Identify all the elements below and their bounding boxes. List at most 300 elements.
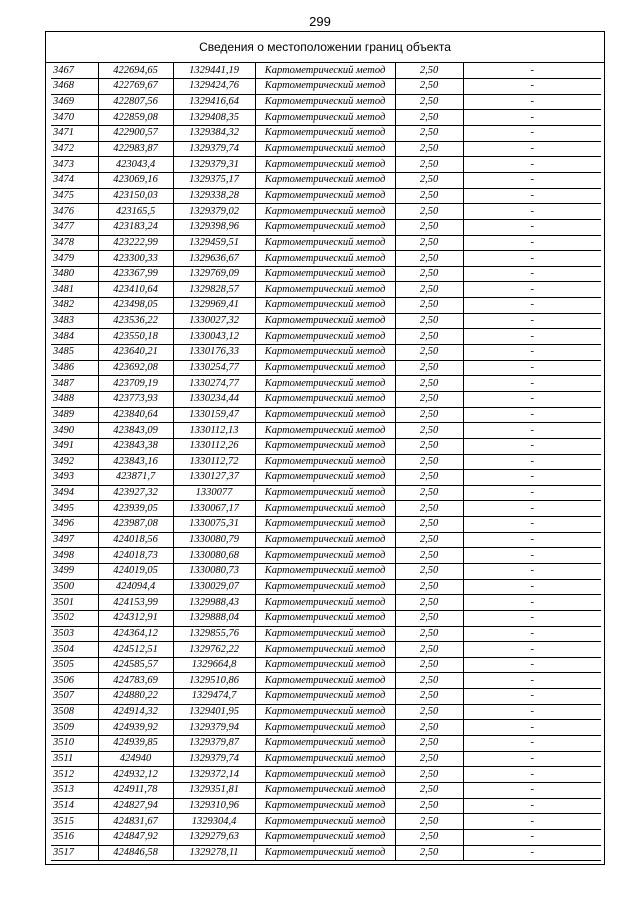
coord-x-cell: 423987,08 <box>98 517 173 533</box>
table-row <box>51 767 601 783</box>
precision-cell: 2,50 <box>395 470 463 486</box>
coord-y-cell: 1330127,37 <box>173 470 255 486</box>
method-cell: Картометрический метод <box>255 782 395 798</box>
point-number-cell: 3480 <box>51 266 98 282</box>
coord-x-cell: 422807,56 <box>98 94 173 110</box>
precision-cell: 2,50 <box>395 423 463 439</box>
coord-y-cell: 1330274,77 <box>173 376 255 392</box>
table-row <box>51 470 601 486</box>
table-row <box>51 172 601 188</box>
table-row <box>51 63 601 79</box>
point-number-cell: 3504 <box>51 642 98 658</box>
point-number-cell: 3496 <box>51 517 98 533</box>
precision-cell: 2,50 <box>395 642 463 658</box>
point-number-cell: 3511 <box>51 751 98 767</box>
method-cell: Картометрический метод <box>255 298 395 314</box>
table-row <box>51 329 601 345</box>
point-number-cell: 3515 <box>51 814 98 830</box>
note-cell: - <box>463 204 601 220</box>
method-cell: Картометрический метод <box>255 266 395 282</box>
note-cell: - <box>463 94 601 110</box>
note-cell: - <box>463 298 601 314</box>
coord-x-cell: 424846,58 <box>98 845 173 861</box>
method-cell: Картометрический метод <box>255 391 395 407</box>
note-cell: - <box>463 423 601 439</box>
coord-y-cell: 1329375,17 <box>173 172 255 188</box>
method-cell: Картометрический метод <box>255 517 395 533</box>
method-cell: Картометрический метод <box>255 642 395 658</box>
method-cell: Картометрический метод <box>255 501 395 517</box>
method-cell: Картометрический метод <box>255 704 395 720</box>
coord-y-cell: 1329441,19 <box>173 63 255 79</box>
coord-x-cell: 423069,16 <box>98 172 173 188</box>
coord-x-cell: 423843,16 <box>98 454 173 470</box>
table-row <box>51 126 601 142</box>
table-row <box>51 157 601 173</box>
point-number-cell: 3507 <box>51 689 98 705</box>
coord-y-cell: 1330067,17 <box>173 501 255 517</box>
table-row <box>51 376 601 392</box>
table-row <box>51 548 601 564</box>
table-row <box>51 110 601 126</box>
method-cell: Картометрический метод <box>255 798 395 814</box>
coord-y-cell: 1329424,76 <box>173 79 255 95</box>
precision-cell: 2,50 <box>395 141 463 157</box>
point-number-cell: 3474 <box>51 172 98 188</box>
coord-x-cell: 423183,24 <box>98 219 173 235</box>
point-number-cell: 3508 <box>51 704 98 720</box>
note-cell: - <box>463 172 601 188</box>
coord-x-cell: 423367,99 <box>98 266 173 282</box>
page-number: 299 <box>309 14 331 29</box>
point-number-cell: 3516 <box>51 829 98 845</box>
coord-y-cell: 1329351,81 <box>173 782 255 798</box>
method-cell: Картометрический метод <box>255 126 395 142</box>
coord-x-cell: 423150,03 <box>98 188 173 204</box>
point-number-cell: 3509 <box>51 720 98 736</box>
note-cell: - <box>463 579 601 595</box>
precision-cell: 2,50 <box>395 172 463 188</box>
coord-y-cell: 1329379,02 <box>173 204 255 220</box>
precision-cell: 2,50 <box>395 94 463 110</box>
note-cell: - <box>463 360 601 376</box>
coord-y-cell: 1329279,63 <box>173 829 255 845</box>
coord-x-cell: 423692,08 <box>98 360 173 376</box>
table-row <box>51 282 601 298</box>
method-cell: Картометрический метод <box>255 814 395 830</box>
precision-cell: 2,50 <box>395 501 463 517</box>
method-cell: Картометрический метод <box>255 673 395 689</box>
coord-y-cell: 1330027,32 <box>173 313 255 329</box>
point-number-cell: 3482 <box>51 298 98 314</box>
coord-y-cell: 1329855,76 <box>173 626 255 642</box>
method-cell: Картометрический метод <box>255 251 395 267</box>
precision-cell: 2,50 <box>395 313 463 329</box>
point-number-cell: 3469 <box>51 94 98 110</box>
precision-cell: 2,50 <box>395 626 463 642</box>
method-cell: Картометрический метод <box>255 438 395 454</box>
coord-y-cell: 1329459,51 <box>173 235 255 251</box>
boundary-sheet <box>45 31 605 865</box>
coord-x-cell: 423410,64 <box>98 282 173 298</box>
method-cell: Картометрический метод <box>255 532 395 548</box>
precision-cell: 2,50 <box>395 251 463 267</box>
precision-cell: 2,50 <box>395 845 463 861</box>
coord-x-cell: 424847,92 <box>98 829 173 845</box>
method-cell: Картометрический метод <box>255 235 395 251</box>
table-row <box>51 501 601 517</box>
point-number-cell: 3488 <box>51 391 98 407</box>
point-number-cell: 3503 <box>51 626 98 642</box>
coord-x-cell: 423043,4 <box>98 157 173 173</box>
table-row <box>51 517 601 533</box>
point-number-cell: 3490 <box>51 423 98 439</box>
precision-cell: 2,50 <box>395 689 463 705</box>
coord-x-cell: 424153,99 <box>98 595 173 611</box>
precision-cell: 2,50 <box>395 610 463 626</box>
precision-cell: 2,50 <box>395 532 463 548</box>
precision-cell: 2,50 <box>395 266 463 282</box>
coord-y-cell: 1330043,12 <box>173 329 255 345</box>
note-cell: - <box>463 141 601 157</box>
table-row <box>51 235 601 251</box>
table-row <box>51 391 601 407</box>
coord-y-cell: 1329888,04 <box>173 610 255 626</box>
coordinates-table <box>51 63 601 861</box>
coord-x-cell: 423843,09 <box>98 423 173 439</box>
method-cell: Картометрический метод <box>255 470 395 486</box>
method-cell: Картометрический метод <box>255 751 395 767</box>
coord-y-cell: 1329969,41 <box>173 298 255 314</box>
note-cell: - <box>463 673 601 689</box>
coord-x-cell: 424939,85 <box>98 736 173 752</box>
method-cell: Картометрический метод <box>255 845 395 861</box>
coord-x-cell: 423550,18 <box>98 329 173 345</box>
coord-y-cell: 1330112,72 <box>173 454 255 470</box>
point-number-cell: 3498 <box>51 548 98 564</box>
precision-cell: 2,50 <box>395 829 463 845</box>
coord-x-cell: 424364,12 <box>98 626 173 642</box>
coord-y-cell: 1329379,74 <box>173 751 255 767</box>
note-cell: - <box>463 407 601 423</box>
precision-cell: 2,50 <box>395 345 463 361</box>
coord-y-cell: 1329769,09 <box>173 266 255 282</box>
table-row <box>51 219 601 235</box>
table-row <box>51 736 601 752</box>
coord-y-cell: 1330080,73 <box>173 564 255 580</box>
method-cell: Картометрический метод <box>255 407 395 423</box>
precision-cell: 2,50 <box>395 63 463 79</box>
table-row <box>51 814 601 830</box>
coord-x-cell: 424512,51 <box>98 642 173 658</box>
table-row <box>51 829 601 845</box>
section-title: Сведения о местоположении границ объекта <box>46 32 604 63</box>
note-cell: - <box>463 376 601 392</box>
precision-cell: 2,50 <box>395 736 463 752</box>
precision-cell: 2,50 <box>395 814 463 830</box>
precision-cell: 2,50 <box>395 579 463 595</box>
coord-y-cell: 1329988,43 <box>173 595 255 611</box>
coord-y-cell: 1330254,77 <box>173 360 255 376</box>
point-number-cell: 3513 <box>51 782 98 798</box>
precision-cell: 2,50 <box>395 235 463 251</box>
point-number-cell: 3470 <box>51 110 98 126</box>
method-cell: Картометрический метод <box>255 564 395 580</box>
method-cell: Картометрический метод <box>255 345 395 361</box>
table-row <box>51 595 601 611</box>
method-cell: Картометрический метод <box>255 329 395 345</box>
note-cell: - <box>463 63 601 79</box>
coord-y-cell: 1329474,7 <box>173 689 255 705</box>
table-row <box>51 720 601 736</box>
coord-y-cell: 1330159,47 <box>173 407 255 423</box>
method-cell: Картометрический метод <box>255 141 395 157</box>
precision-cell: 2,50 <box>395 79 463 95</box>
point-number-cell: 3502 <box>51 610 98 626</box>
precision-cell: 2,50 <box>395 673 463 689</box>
coord-x-cell: 424932,12 <box>98 767 173 783</box>
method-cell: Картометрический метод <box>255 454 395 470</box>
coord-y-cell: 1329510,86 <box>173 673 255 689</box>
table-row <box>51 751 601 767</box>
method-cell: Картометрический метод <box>255 579 395 595</box>
note-cell: - <box>463 501 601 517</box>
table-row <box>51 79 601 95</box>
coord-y-cell: 1329379,31 <box>173 157 255 173</box>
table-row <box>51 704 601 720</box>
note-cell: - <box>463 266 601 282</box>
table-row <box>51 579 601 595</box>
note-cell: - <box>463 517 601 533</box>
precision-cell: 2,50 <box>395 595 463 611</box>
coord-y-cell: 1329664,8 <box>173 657 255 673</box>
coord-x-cell: 424094,4 <box>98 579 173 595</box>
method-cell: Картометрический метод <box>255 157 395 173</box>
coord-x-cell: 424018,56 <box>98 532 173 548</box>
note-cell: - <box>463 219 601 235</box>
table-row <box>51 204 601 220</box>
table-row <box>51 313 601 329</box>
table-row <box>51 564 601 580</box>
note-cell: - <box>463 345 601 361</box>
method-cell: Картометрический метод <box>255 423 395 439</box>
note-cell: - <box>463 626 601 642</box>
method-cell: Картометрический метод <box>255 360 395 376</box>
point-number-cell: 3505 <box>51 657 98 673</box>
note-cell: - <box>463 814 601 830</box>
note-cell: - <box>463 782 601 798</box>
note-cell: - <box>463 251 601 267</box>
point-number-cell: 3485 <box>51 345 98 361</box>
precision-cell: 2,50 <box>395 391 463 407</box>
method-cell: Картометрический метод <box>255 548 395 564</box>
table-row <box>51 94 601 110</box>
note-cell: - <box>463 282 601 298</box>
precision-cell: 2,50 <box>395 704 463 720</box>
method-cell: Картометрический метод <box>255 657 395 673</box>
precision-cell: 2,50 <box>395 767 463 783</box>
coord-x-cell: 422859,08 <box>98 110 173 126</box>
coord-y-cell: 1329762,22 <box>173 642 255 658</box>
note-cell: - <box>463 126 601 142</box>
note-cell: - <box>463 767 601 783</box>
note-cell: - <box>463 438 601 454</box>
coord-y-cell: 1330112,26 <box>173 438 255 454</box>
coord-y-cell: 1329636,67 <box>173 251 255 267</box>
coord-x-cell: 424911,78 <box>98 782 173 798</box>
coord-x-cell: 422694,65 <box>98 63 173 79</box>
note-cell: - <box>463 391 601 407</box>
point-number-cell: 3471 <box>51 126 98 142</box>
table-row <box>51 266 601 282</box>
note-cell: - <box>463 235 601 251</box>
method-cell: Картометрический метод <box>255 110 395 126</box>
precision-cell: 2,50 <box>395 454 463 470</box>
table-row <box>51 188 601 204</box>
method-cell: Картометрический метод <box>255 829 395 845</box>
precision-cell: 2,50 <box>395 126 463 142</box>
coord-y-cell: 1329304,4 <box>173 814 255 830</box>
precision-cell: 2,50 <box>395 407 463 423</box>
point-number-cell: 3475 <box>51 188 98 204</box>
point-number-cell: 3467 <box>51 63 98 79</box>
point-number-cell: 3478 <box>51 235 98 251</box>
coord-y-cell: 1330077 <box>173 485 255 501</box>
coord-x-cell: 424939,92 <box>98 720 173 736</box>
precision-cell: 2,50 <box>395 298 463 314</box>
coord-y-cell: 1329408,35 <box>173 110 255 126</box>
point-number-cell: 3500 <box>51 579 98 595</box>
precision-cell: 2,50 <box>395 329 463 345</box>
coord-y-cell: 1329379,87 <box>173 736 255 752</box>
coord-x-cell: 424783,69 <box>98 673 173 689</box>
method-cell: Картометрический метод <box>255 204 395 220</box>
note-cell: - <box>463 595 601 611</box>
precision-cell: 2,50 <box>395 376 463 392</box>
point-number-cell: 3494 <box>51 485 98 501</box>
method-cell: Картометрический метод <box>255 689 395 705</box>
coord-x-cell: 422769,67 <box>98 79 173 95</box>
coord-y-cell: 1329338,28 <box>173 188 255 204</box>
point-number-cell: 3510 <box>51 736 98 752</box>
coord-x-cell: 423871,7 <box>98 470 173 486</box>
coord-y-cell: 1329379,74 <box>173 141 255 157</box>
point-number-cell: 3468 <box>51 79 98 95</box>
table-row <box>51 360 601 376</box>
table-row <box>51 454 601 470</box>
coord-x-cell: 423165,5 <box>98 204 173 220</box>
table-row <box>51 345 601 361</box>
note-cell: - <box>463 704 601 720</box>
coord-y-cell: 1330075,31 <box>173 517 255 533</box>
table-row <box>51 485 601 501</box>
coord-x-cell: 423773,93 <box>98 391 173 407</box>
coord-y-cell: 1330080,68 <box>173 548 255 564</box>
coord-x-cell: 423222,99 <box>98 235 173 251</box>
note-cell: - <box>463 79 601 95</box>
coord-x-cell: 423536,22 <box>98 313 173 329</box>
coordinates-table-body <box>51 63 601 861</box>
coord-y-cell: 1329372,14 <box>173 767 255 783</box>
coord-x-cell: 424019,05 <box>98 564 173 580</box>
coord-x-cell: 423640,21 <box>98 345 173 361</box>
method-cell: Картометрический метод <box>255 94 395 110</box>
table-row <box>51 845 601 861</box>
precision-cell: 2,50 <box>395 517 463 533</box>
table-row <box>51 782 601 798</box>
coord-y-cell: 1329278,11 <box>173 845 255 861</box>
point-number-cell: 3483 <box>51 313 98 329</box>
coord-x-cell: 424940 <box>98 751 173 767</box>
note-cell: - <box>463 610 601 626</box>
precision-cell: 2,50 <box>395 548 463 564</box>
point-number-cell: 3484 <box>51 329 98 345</box>
precision-cell: 2,50 <box>395 204 463 220</box>
note-cell: - <box>463 485 601 501</box>
precision-cell: 2,50 <box>395 782 463 798</box>
precision-cell: 2,50 <box>395 360 463 376</box>
note-cell: - <box>463 829 601 845</box>
note-cell: - <box>463 454 601 470</box>
coord-x-cell: 424880,22 <box>98 689 173 705</box>
method-cell: Картометрический метод <box>255 767 395 783</box>
method-cell: Картометрический метод <box>255 63 395 79</box>
note-cell: - <box>463 532 601 548</box>
coord-x-cell: 422900,57 <box>98 126 173 142</box>
note-cell: - <box>463 188 601 204</box>
coord-y-cell: 1329828,57 <box>173 282 255 298</box>
coord-x-cell: 423927,32 <box>98 485 173 501</box>
coord-y-cell: 1330112,13 <box>173 423 255 439</box>
note-cell: - <box>463 470 601 486</box>
note-cell: - <box>463 548 601 564</box>
method-cell: Картометрический метод <box>255 188 395 204</box>
precision-cell: 2,50 <box>395 798 463 814</box>
coord-x-cell: 424827,94 <box>98 798 173 814</box>
coord-x-cell: 424585,57 <box>98 657 173 673</box>
precision-cell: 2,50 <box>395 438 463 454</box>
point-number-cell: 3495 <box>51 501 98 517</box>
precision-cell: 2,50 <box>395 110 463 126</box>
note-cell: - <box>463 798 601 814</box>
point-number-cell: 3487 <box>51 376 98 392</box>
point-number-cell: 3492 <box>51 454 98 470</box>
note-cell: - <box>463 736 601 752</box>
method-cell: Картометрический метод <box>255 313 395 329</box>
coord-x-cell: 423939,05 <box>98 501 173 517</box>
table-row <box>51 673 601 689</box>
precision-cell: 2,50 <box>395 564 463 580</box>
note-cell: - <box>463 313 601 329</box>
note-cell: - <box>463 720 601 736</box>
note-cell: - <box>463 751 601 767</box>
point-number-cell: 3493 <box>51 470 98 486</box>
point-number-cell: 3486 <box>51 360 98 376</box>
note-cell: - <box>463 689 601 705</box>
method-cell: Картометрический метод <box>255 219 395 235</box>
point-number-cell: 3499 <box>51 564 98 580</box>
table-row <box>51 251 601 267</box>
table-row <box>51 642 601 658</box>
coord-x-cell: 423498,05 <box>98 298 173 314</box>
table-row <box>51 657 601 673</box>
method-cell: Картометрический метод <box>255 172 395 188</box>
point-number-cell: 3517 <box>51 845 98 861</box>
table-row <box>51 532 601 548</box>
table-row <box>51 689 601 705</box>
coord-y-cell: 1329384,32 <box>173 126 255 142</box>
point-number-cell: 3512 <box>51 767 98 783</box>
